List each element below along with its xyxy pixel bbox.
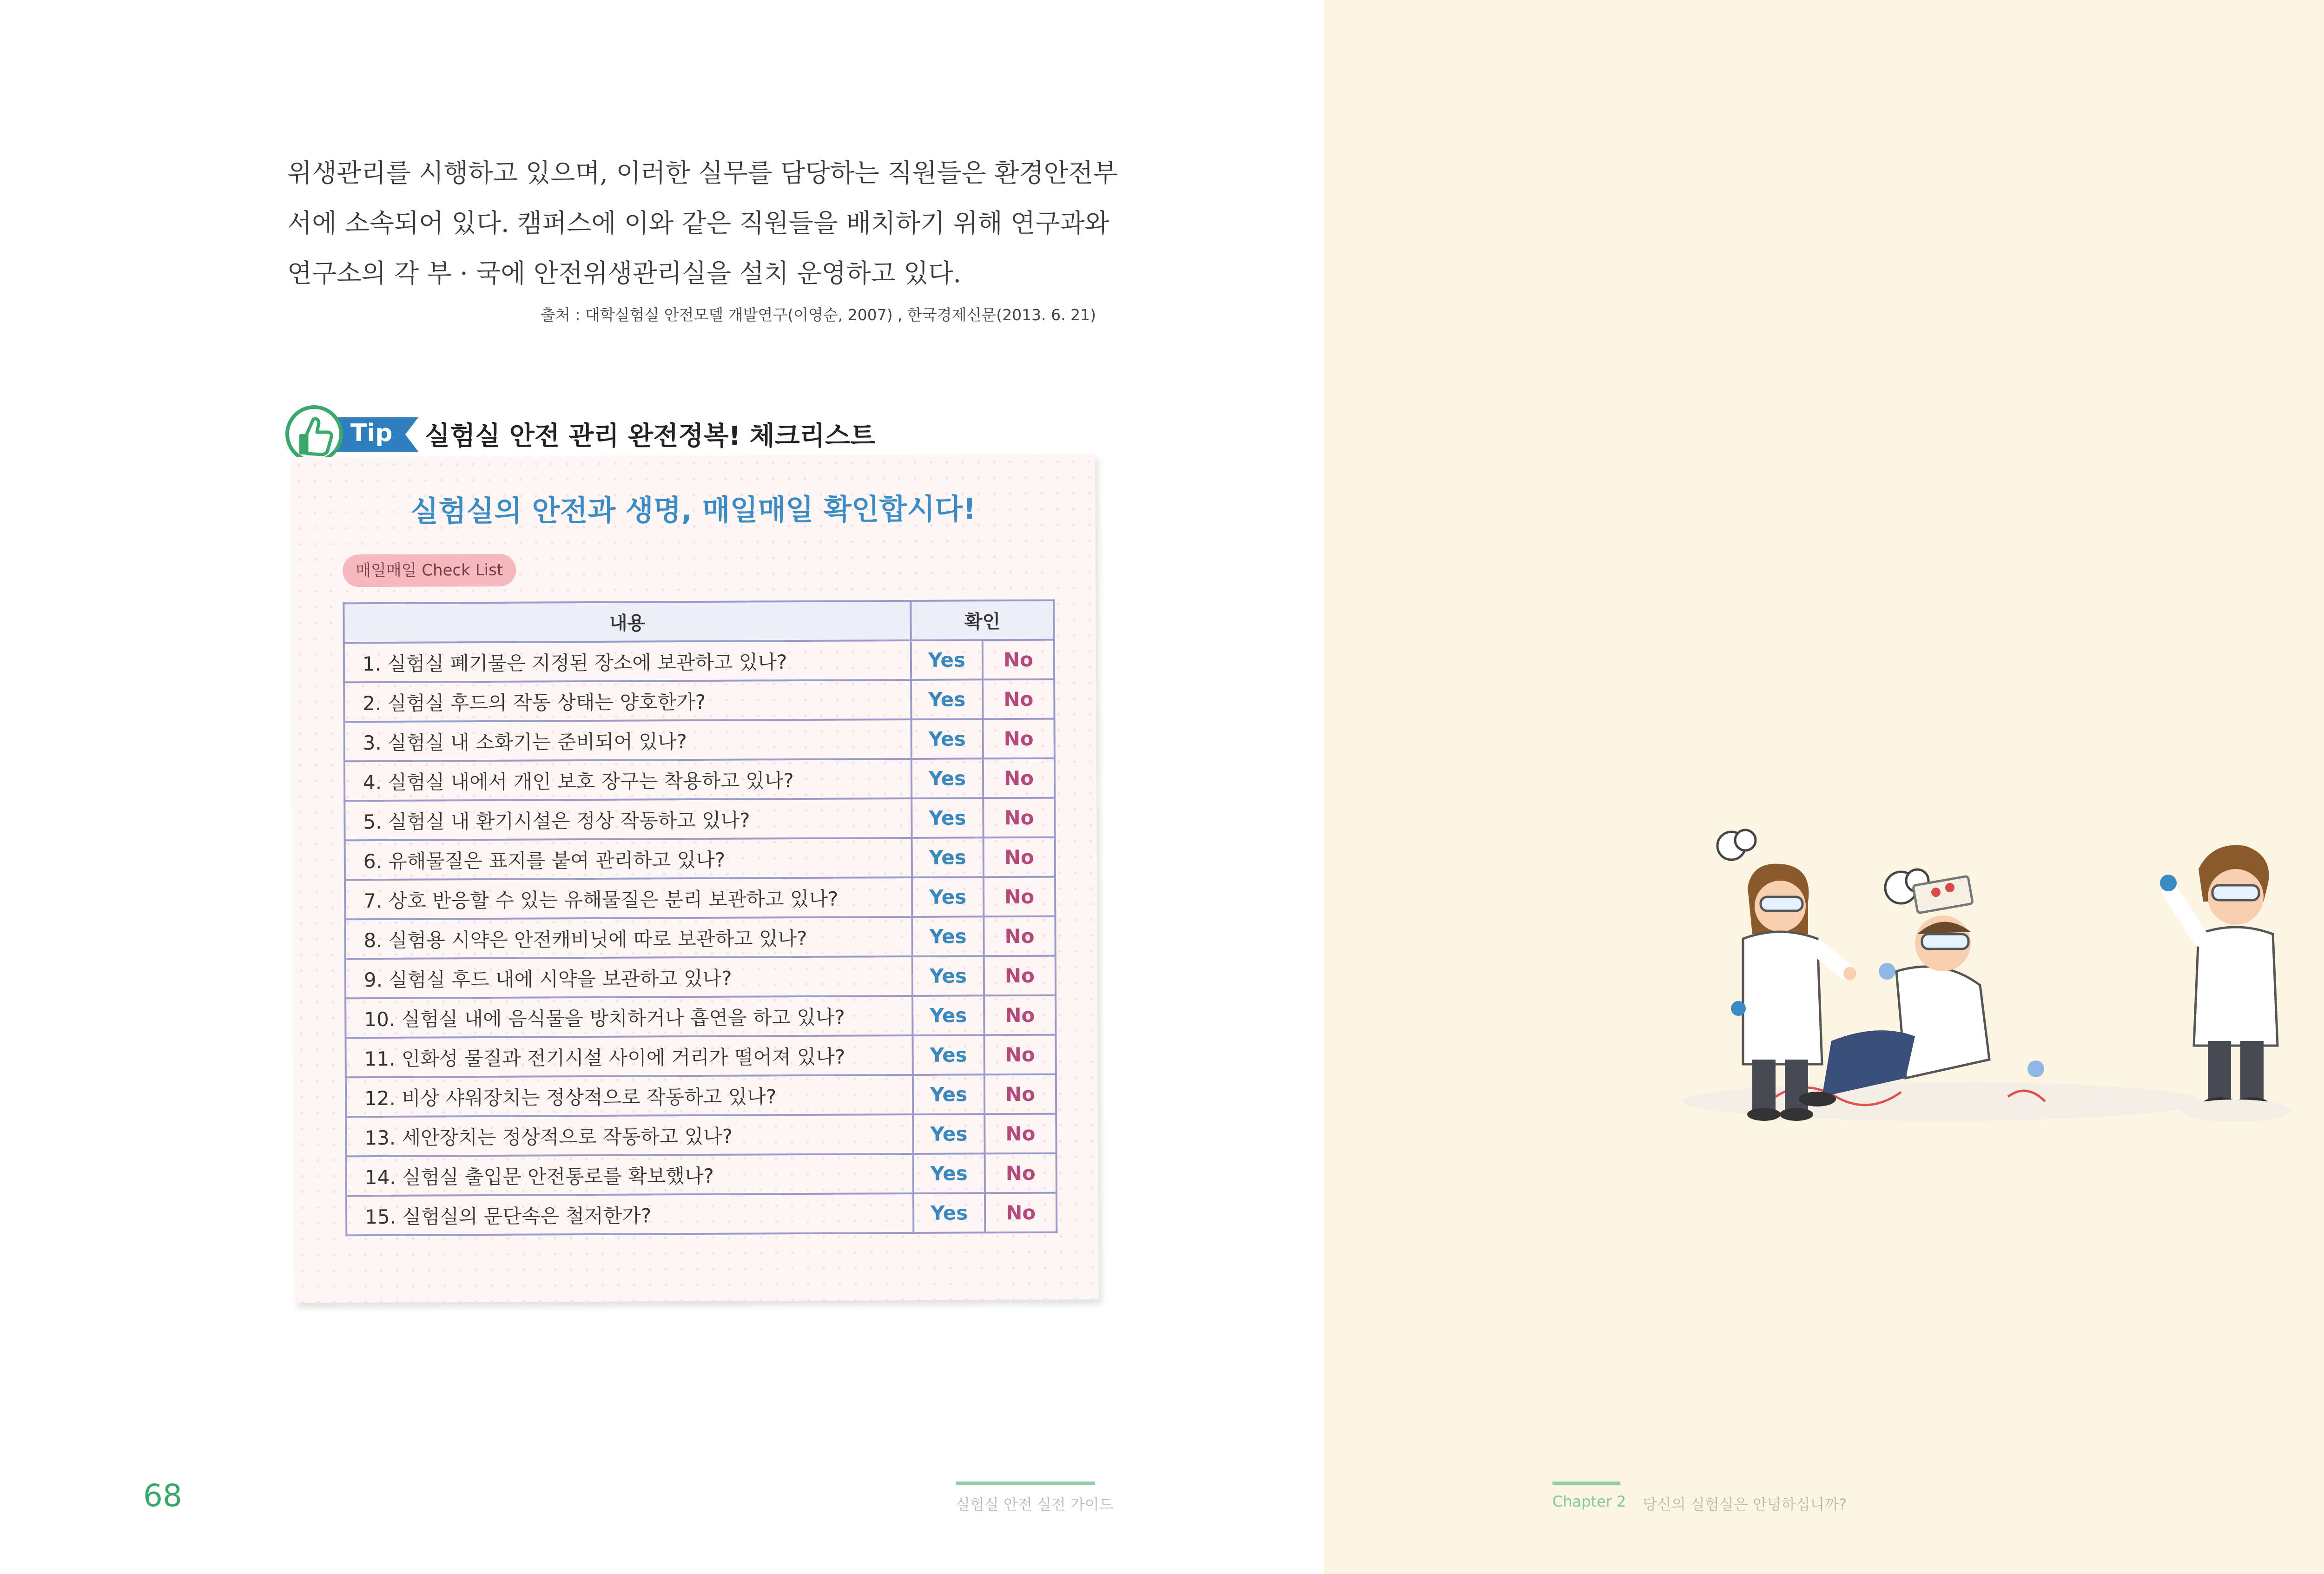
table-row bbox=[344, 640, 1054, 683]
checklist-body bbox=[344, 640, 1057, 1236]
check-item: 10. 실험실 내에 음식물을 방치하거나 흡연을 하고 있나? bbox=[345, 996, 912, 1038]
check-item: 6. 유해물질은 표지를 붙여 관리하고 있나? bbox=[345, 838, 912, 880]
table-header-row bbox=[343, 600, 1054, 643]
body-line: 연구소의 각 부 · 국에 안전위생관리실을 설치 운영하고 있다. bbox=[287, 258, 961, 288]
check-item: 3. 실험실 내 소화기는 준비되어 있나? bbox=[344, 719, 911, 761]
table-row bbox=[344, 719, 1055, 762]
no-option: No bbox=[983, 679, 1054, 719]
check-item: 7. 상호 반응할 수 있는 유해물질은 분리 보관하고 있나? bbox=[345, 877, 912, 919]
yes-option: Yes bbox=[912, 956, 984, 996]
yes-option: Yes bbox=[912, 1035, 984, 1075]
no-option: No bbox=[984, 956, 1056, 996]
header-content: 내용 bbox=[343, 601, 911, 643]
check-item: 12. 비상 샤워장치는 정상적으로 작동하고 있나? bbox=[346, 1075, 913, 1117]
check-item: 13. 세안장치는 정상적으로 작동하고 있나? bbox=[346, 1114, 913, 1156]
lab-accident-illustration bbox=[1683, 818, 2324, 1171]
table-row bbox=[345, 837, 1055, 880]
checklist-badge: 매일매일 Check List bbox=[343, 554, 516, 587]
table-row bbox=[345, 995, 1056, 1038]
table-row bbox=[345, 877, 1055, 920]
yes-option: Yes bbox=[913, 1193, 985, 1233]
header-confirm: 확인 bbox=[911, 600, 1054, 640]
table-row bbox=[345, 916, 1055, 959]
page-number-left: 68 bbox=[143, 1478, 182, 1514]
no-option: No bbox=[984, 1074, 1056, 1114]
table-row bbox=[344, 679, 1054, 722]
table-row bbox=[346, 1114, 1056, 1157]
source-citation: 출처 : 대학실험실 안전모델 개발연구(이영순, 2007) , 한국경제신문(2013. 6. 21) bbox=[540, 306, 1096, 324]
tip-title: 실험실 안전 관리 완전정복! 체크리스트 bbox=[425, 421, 876, 451]
no-option: No bbox=[983, 798, 1055, 838]
no-option: No bbox=[984, 877, 1055, 917]
table-row bbox=[346, 1153, 1056, 1196]
yes-option: Yes bbox=[911, 679, 983, 719]
table-row bbox=[345, 956, 1056, 999]
no-option: No bbox=[983, 758, 1055, 798]
yes-option: Yes bbox=[912, 877, 984, 917]
right-page bbox=[1324, 0, 2324, 1574]
tip-header bbox=[285, 405, 876, 463]
yes-option: Yes bbox=[913, 1153, 985, 1193]
yes-option: Yes bbox=[911, 640, 983, 680]
yes-option: Yes bbox=[911, 798, 983, 838]
check-item: 2. 실험실 후드의 작동 상태는 양호한가? bbox=[344, 680, 911, 722]
table-row bbox=[345, 1035, 1056, 1078]
no-option: No bbox=[984, 837, 1055, 877]
yes-option: Yes bbox=[913, 1114, 984, 1154]
yes-option: Yes bbox=[911, 758, 983, 798]
footer-left: 실험실 안전 실전 가이드 bbox=[956, 1495, 1114, 1513]
yes-option: Yes bbox=[911, 719, 983, 759]
table-row bbox=[346, 1193, 1056, 1236]
yes-option: Yes bbox=[912, 995, 984, 1035]
no-option: No bbox=[985, 1153, 1056, 1193]
check-item: 8. 실험용 시약은 안전캐비닛에 따로 보관하고 있나? bbox=[345, 917, 912, 959]
body-line: 서에 소속되어 있다. 캠퍼스에 이와 같은 직원들을 배치하기 위해 연구과와 bbox=[287, 208, 1109, 238]
table-row bbox=[344, 798, 1055, 841]
check-item: 11. 인화성 물질과 전기시설 사이에 거리가 떨어져 있나? bbox=[345, 1035, 912, 1077]
check-item: 1. 실험실 폐기물은 지정된 장소에 보관하고 있나? bbox=[344, 640, 911, 682]
check-item: 9. 실험실 후드 내에 시약을 보관하고 있나? bbox=[345, 956, 912, 998]
thumbs-up-icon bbox=[285, 405, 343, 463]
check-item: 14. 실험실 출입문 안전통로를 확보했나? bbox=[346, 1154, 913, 1196]
no-option: No bbox=[985, 1193, 1056, 1233]
chapter-label: Chapter 2 bbox=[1552, 1493, 1626, 1510]
no-option: No bbox=[983, 640, 1054, 680]
checklist-card bbox=[291, 454, 1099, 1303]
check-item: 5. 실험실 내 환기시설은 정상 작동하고 있나? bbox=[344, 798, 911, 840]
table-row bbox=[346, 1074, 1056, 1117]
no-option: No bbox=[984, 916, 1055, 956]
body-text bbox=[287, 148, 1118, 298]
footer-right: 당신의 실험실은 안녕하십니까? bbox=[1643, 1495, 1847, 1513]
footer-line-right bbox=[1552, 1482, 1620, 1485]
table-row bbox=[344, 758, 1055, 801]
waving-scientist bbox=[2160, 845, 2291, 1122]
yes-option: Yes bbox=[913, 1074, 984, 1114]
card-title: 실험실의 안전과 생명, 매일매일 확인합시다! bbox=[410, 492, 976, 528]
check-item: 4. 실험실 내에서 개인 보호 장구는 착용하고 있나? bbox=[344, 759, 911, 801]
checklist-table bbox=[343, 599, 1057, 1237]
check-item: 15. 실험실의 문단속은 철저한가? bbox=[346, 1193, 913, 1235]
no-option: No bbox=[983, 719, 1055, 759]
yes-option: Yes bbox=[912, 916, 984, 956]
footer-line-left bbox=[956, 1482, 1095, 1485]
no-option: No bbox=[984, 1114, 1056, 1154]
tip-label: Tip bbox=[350, 419, 393, 447]
fallen-scientist bbox=[1799, 876, 2044, 1106]
no-option: No bbox=[984, 995, 1056, 1035]
body-line: 위생관리를 시행하고 있으며, 이러한 실무를 담당하는 직원들은 환경안전부 bbox=[287, 158, 1118, 188]
no-option: No bbox=[984, 1035, 1056, 1075]
yes-option: Yes bbox=[912, 837, 984, 877]
